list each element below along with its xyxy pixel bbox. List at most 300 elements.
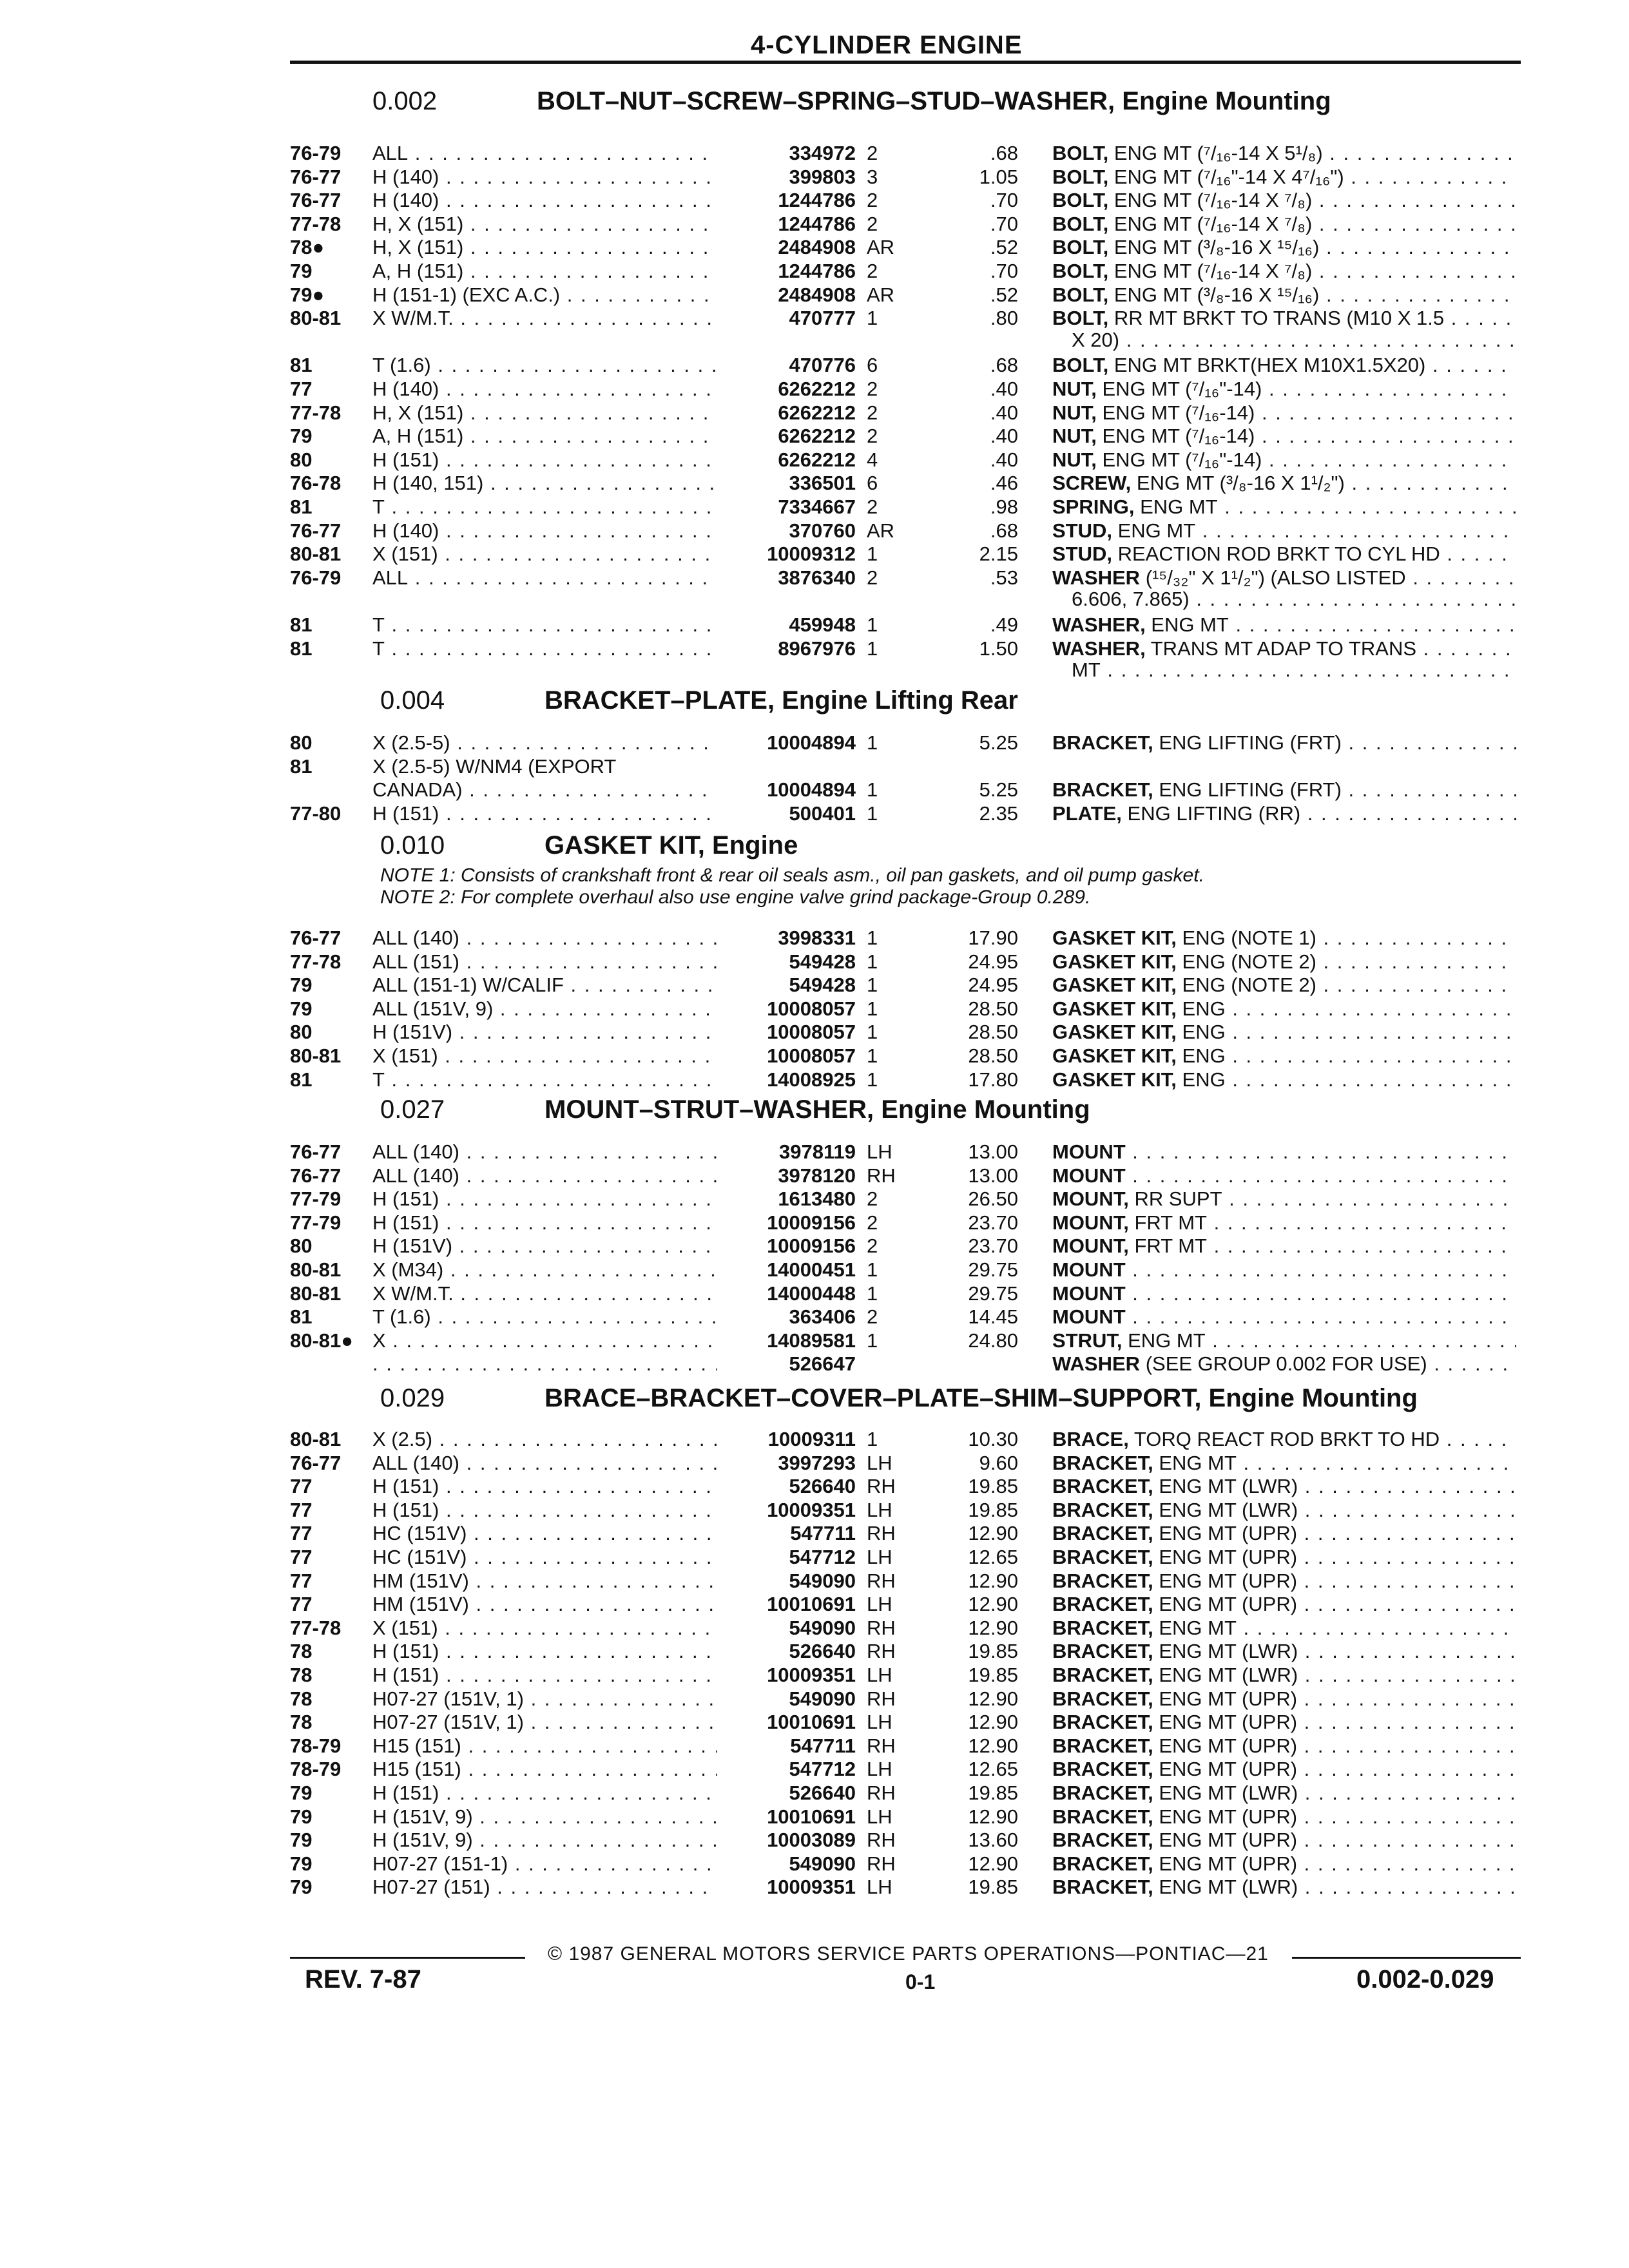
quantity: 1 (867, 1282, 878, 1305)
part-number: 549090 (789, 1852, 856, 1875)
description-keyword: BOLT, (1052, 354, 1109, 376)
part-number: 547712 (789, 1546, 856, 1568)
price: 13.00 (968, 1164, 1018, 1187)
quantity: RH (867, 1852, 896, 1875)
model-year: 79 (290, 997, 313, 1020)
quantity: 1 (867, 802, 878, 825)
part-number: 526640 (789, 1782, 856, 1804)
quantity: 6 (867, 354, 878, 376)
model-application: H07-27 (151V, 1) . . . (372, 1711, 717, 1734)
description-keyword: BOLT, (1052, 166, 1109, 188)
description-keyword: SCREW, (1052, 472, 1132, 494)
description-keyword: STUD, (1052, 543, 1112, 565)
model-application: X W/M.T. . . . (372, 1282, 717, 1305)
quantity: 2 (867, 142, 878, 164)
model-year: 81 (290, 1305, 313, 1328)
description-detail: ENG MT (LWR) (1153, 1475, 1298, 1497)
part-description (1052, 1617, 1516, 1640)
revision-label: REV. 7-87 (305, 1965, 421, 1994)
part-number: 2484908 (778, 284, 856, 306)
description-keyword: BRACKET, (1052, 778, 1153, 801)
part-number: 10009156 (767, 1211, 856, 1234)
part-number: 10010691 (767, 1711, 856, 1733)
part-description (1052, 519, 1516, 543)
model-year: 78 (290, 1687, 313, 1710)
description-detail: ENG (1176, 997, 1226, 1020)
price: 12.90 (968, 1570, 1018, 1592)
description-detail: ENG (NOTE 2) (1176, 974, 1316, 996)
part-number: 1244786 (778, 189, 856, 211)
description-keyword: BRACKET, (1052, 1687, 1153, 1710)
quantity: 1 (867, 731, 878, 754)
part-number: 6262212 (778, 448, 856, 471)
price: 13.00 (968, 1140, 1018, 1163)
description-keyword: BOLT, (1052, 213, 1109, 235)
description-keyword: BRACKET, (1052, 1758, 1153, 1780)
description-keyword: BRACE, (1052, 1428, 1129, 1450)
quantity: 1 (867, 1428, 878, 1450)
description-detail: ENG MT (LWR) (1153, 1640, 1298, 1662)
description-keyword: BOLT, (1052, 189, 1109, 211)
model-year: 79 (290, 425, 313, 447)
part-number: 10008057 (767, 1044, 856, 1067)
model-year: 80-81 (290, 1258, 342, 1281)
quantity: 1 (867, 1329, 878, 1352)
model-application: HC (151V) . . . (372, 1546, 717, 1569)
model-year: 77 (290, 1522, 313, 1544)
part-number: 549090 (789, 1570, 856, 1592)
quantity: 2 (867, 425, 878, 447)
model-application: H (151V) . . . (372, 1021, 717, 1044)
description-keyword: STRUT, (1052, 1329, 1123, 1352)
price: 12.90 (968, 1711, 1018, 1733)
quantity: 6 (867, 472, 878, 494)
quantity: RH (867, 1640, 896, 1662)
part-description (1052, 1758, 1516, 1781)
quantity: 1 (867, 950, 878, 973)
quantity: AR (867, 236, 895, 258)
quantity: LH (867, 1593, 892, 1615)
part-number: 14000451 (767, 1258, 856, 1281)
section-note: NOTE 1: Consists of crankshaft front & rear oil seals asm., oil pan gaskets, and oil pump gasket. (380, 865, 1204, 886)
price: 19.85 (968, 1664, 1018, 1686)
model-application: ALL (140) . . . (372, 1164, 717, 1187)
part-number: 470777 (789, 307, 856, 329)
model-application: H (140, 151) . . . (372, 472, 717, 495)
description-detail: ENG MT (UPR) (1153, 1711, 1298, 1733)
price: 12.90 (968, 1522, 1018, 1544)
price: 19.85 (968, 1499, 1018, 1521)
part-number: 6262212 (778, 378, 856, 400)
part-description (1052, 1452, 1516, 1475)
description-keyword: MOUNT, (1052, 1211, 1129, 1234)
part-number: 10009156 (767, 1235, 856, 1257)
quantity: RH (867, 1782, 896, 1804)
description-keyword: BOLT, (1052, 307, 1109, 329)
description-continuation: 6.606, 7.865) . . . (1072, 588, 1516, 611)
quantity: AR (867, 519, 895, 542)
description-detail: ENG MT (³/₈-16 X 1¹/₂") (1131, 472, 1345, 494)
model-application: ALL (140) . . . (372, 927, 717, 950)
part-description (1052, 142, 1516, 165)
group-number: 0.002 (372, 87, 438, 115)
part-description (1052, 731, 1516, 754)
quantity: LH (867, 1499, 892, 1521)
quantity: 4 (867, 448, 878, 471)
description-keyword: BOLT, (1052, 284, 1109, 306)
quantity: 2 (867, 260, 878, 282)
part-number: 1613480 (778, 1187, 856, 1210)
part-description (1052, 1021, 1516, 1044)
model-year: 76-77 (290, 1452, 342, 1474)
price: 19.85 (968, 1475, 1018, 1497)
part-description (1052, 543, 1516, 566)
description-continuation: MT . . . (1072, 658, 1516, 682)
model-application: H (140) . . . (372, 519, 717, 543)
model-application: HC (151V) . . . (372, 1522, 717, 1545)
description-detail: ENG MT (UPR) (1153, 1593, 1298, 1615)
model-year: 80 (290, 1235, 313, 1257)
description-detail: ENG LIFTING (RR) (1121, 802, 1301, 825)
description-detail: ENG MT (⁷/₁₆-14) (1096, 425, 1255, 447)
model-year: 77-79 (290, 1187, 342, 1210)
quantity: 2 (867, 1211, 878, 1234)
model-year: 76-77 (290, 519, 342, 542)
description-keyword: BRACKET, (1052, 1735, 1153, 1757)
part-description (1052, 1164, 1516, 1187)
part-description (1052, 1593, 1516, 1616)
model-application: H (151) . . . (372, 1782, 717, 1805)
description-detail: ENG MT (³/₈-16 X ¹⁵/₁₆) (1108, 284, 1320, 306)
model-application: H (140) . . . (372, 378, 717, 401)
part-number: 8967976 (778, 637, 856, 660)
model-application: H07-27 (151V, 1) . . . (372, 1687, 717, 1711)
description-keyword: MOUNT (1052, 1282, 1126, 1305)
price: 12.90 (968, 1852, 1018, 1875)
description-keyword: BRACKET, (1052, 1452, 1153, 1474)
part-description (1052, 974, 1516, 997)
part-description (1052, 472, 1516, 495)
model-year: 76-77 (290, 1140, 342, 1163)
model-application: X . . . (372, 1329, 717, 1352)
model-application: H (151) . . . (372, 1640, 717, 1663)
model-year: 78● (290, 236, 325, 258)
description-keyword: MOUNT (1052, 1164, 1126, 1187)
header-rule (290, 61, 1521, 64)
description-detail: ENG MT (UPR) (1153, 1546, 1298, 1568)
quantity: 1 (867, 927, 878, 949)
price: 1.05 (979, 166, 1018, 188)
part-number: 10008057 (767, 997, 856, 1020)
part-number: 7334667 (778, 495, 856, 518)
part-number: 10009351 (767, 1499, 856, 1521)
group-number: 0.004 (380, 686, 445, 715)
part-number: 526640 (789, 1475, 856, 1497)
model-year: 80-81● (290, 1329, 354, 1352)
part-description (1052, 613, 1516, 637)
part-description (1052, 1068, 1516, 1091)
part-description (1052, 1258, 1516, 1282)
model-year: 80-81 (290, 1282, 342, 1305)
part-description (1052, 1211, 1516, 1235)
quantity: RH (867, 1164, 896, 1187)
quantity: 1 (867, 613, 878, 636)
model-application: H (140) . . . (372, 189, 717, 212)
price: 14.45 (968, 1305, 1018, 1328)
part-description (1052, 778, 1516, 802)
price: 23.70 (968, 1235, 1018, 1257)
description-keyword: BRACKET, (1052, 1829, 1153, 1851)
price: 12.65 (968, 1546, 1018, 1568)
model-application: H, X (151) . . . (372, 401, 717, 425)
part-description (1052, 166, 1516, 189)
part-description (1052, 1852, 1516, 1876)
description-keyword: BRACKET, (1052, 1664, 1153, 1686)
description-detail: ENG MT (UPR) (1153, 1522, 1298, 1544)
description-keyword: BRACKET, (1052, 1852, 1153, 1875)
part-number: 547711 (790, 1522, 856, 1544)
description-keyword: NUT, (1052, 378, 1097, 400)
part-number: 549428 (789, 950, 856, 973)
part-number: 10008057 (767, 1021, 856, 1043)
description-detail: ENG MT (UPR) (1153, 1829, 1298, 1851)
footer-copyright: © 1987 GENERAL MOTORS SERVICE PARTS OPERATIONS—PONTIAC—21 (548, 1943, 1269, 1965)
price: .40 (990, 448, 1018, 471)
page-number: 0-1 (905, 1970, 936, 1994)
model-year: 81 (290, 495, 313, 518)
description-keyword: BRACKET, (1052, 1876, 1153, 1898)
part-description (1052, 378, 1516, 401)
quantity: 2 (867, 495, 878, 518)
price: 23.70 (968, 1211, 1018, 1234)
part-description (1052, 236, 1516, 259)
part-number: 547711 (790, 1735, 856, 1757)
description-detail: ENG (1176, 1044, 1226, 1067)
footer-rule-right (1292, 1957, 1521, 1959)
price: 12.90 (968, 1805, 1018, 1828)
price: 19.85 (968, 1876, 1018, 1898)
description-detail: ENG MT (⁷/₁₆"-14 X 4⁷/₁₆") (1108, 166, 1344, 188)
model-application: X W/M.T. . . . (372, 307, 717, 330)
model-application: H (151) . . . (372, 802, 717, 825)
price: .40 (990, 401, 1018, 424)
price: 12.90 (968, 1687, 1018, 1710)
model-year: 76-78 (290, 472, 342, 494)
part-description (1052, 425, 1516, 448)
part-description (1052, 802, 1516, 825)
part-number: 3998331 (778, 927, 856, 949)
quantity: LH (867, 1805, 892, 1828)
part-description (1052, 566, 1516, 590)
part-description (1052, 1735, 1516, 1758)
part-description (1052, 1546, 1516, 1569)
price: .52 (990, 236, 1018, 258)
model-year: 77-78 (290, 213, 342, 235)
model-application: H (151) . . . (372, 1664, 717, 1687)
description-keyword: MOUNT (1052, 1258, 1126, 1281)
model-application: H (151) . . . (372, 1187, 717, 1211)
part-number: 470776 (789, 354, 856, 376)
model-application: X (M34) . . . (372, 1258, 717, 1282)
model-year: 77 (290, 1499, 313, 1521)
part-number: 10010691 (767, 1805, 856, 1828)
price: 5.25 (979, 778, 1018, 801)
price: 12.90 (968, 1735, 1018, 1757)
price: 19.85 (968, 1782, 1018, 1804)
quantity: RH (867, 1570, 896, 1592)
quantity: RH (867, 1687, 896, 1710)
model-year: 77-80 (290, 802, 342, 825)
section-title: BRACE–BRACKET–COVER–PLATE–SHIM–SUPPORT, Engine Mounting (545, 1384, 1418, 1412)
section-heading (380, 686, 1018, 715)
part-number: 2484908 (778, 236, 856, 258)
quantity: LH (867, 1664, 892, 1686)
model-application: X (151) . . . (372, 1044, 717, 1068)
price: .40 (990, 425, 1018, 447)
price: .52 (990, 284, 1018, 306)
model-application: ALL (140) . . . (372, 1452, 717, 1475)
quantity: LH (867, 1711, 892, 1733)
price: 12.90 (968, 1617, 1018, 1639)
description-keyword: GASKET KIT, (1052, 1044, 1177, 1067)
description-detail: ENG (1176, 1068, 1226, 1091)
quantity: 2 (867, 1305, 878, 1328)
part-description (1052, 213, 1516, 236)
price: .70 (990, 260, 1018, 282)
model-application (372, 1352, 717, 1376)
price: 28.50 (968, 1044, 1018, 1067)
description-keyword: NUT, (1052, 448, 1097, 471)
model-application: A, H (151) . . . (372, 260, 717, 283)
description-keyword: BRACKET, (1052, 1499, 1153, 1521)
price: 17.80 (968, 1068, 1018, 1091)
part-description (1052, 307, 1516, 330)
part-description (1052, 1711, 1516, 1734)
description-keyword: GASKET KIT, (1052, 950, 1177, 973)
model-application: T . . . (372, 613, 717, 637)
model-year: 80 (290, 731, 313, 754)
model-year: 78 (290, 1640, 313, 1662)
description-detail: ENG MT (1145, 613, 1229, 636)
part-description (1052, 1187, 1516, 1211)
model-application: H (151-1) (EXC A.C.) . . . (372, 284, 717, 307)
description-keyword: SPRING, (1052, 495, 1135, 518)
page-title: 4-CYLINDER ENGINE (751, 31, 1023, 59)
group-number: 0.029 (380, 1384, 445, 1412)
part-number: 14089581 (767, 1329, 856, 1352)
model-application: HM (151V) . . . (372, 1593, 717, 1616)
model-application: T (1.6) . . . (372, 354, 717, 377)
price: 29.75 (968, 1282, 1018, 1305)
part-number: 3978119 (779, 1140, 856, 1163)
description-keyword: BRACKET, (1052, 731, 1153, 754)
quantity: LH (867, 1452, 892, 1474)
description-detail: ENG MT (UPR) (1153, 1805, 1298, 1828)
part-number: 3978120 (778, 1164, 856, 1187)
quantity: 2 (867, 189, 878, 211)
part-description (1052, 1140, 1516, 1164)
description-detail: ENG MT (LWR) (1153, 1664, 1298, 1686)
quantity: 1 (867, 1044, 878, 1067)
model-year: 79 (290, 1782, 313, 1804)
price: 2.15 (979, 543, 1018, 565)
part-description (1052, 1570, 1516, 1593)
part-description (1052, 1329, 1516, 1352)
price: .70 (990, 189, 1018, 211)
section-heading (372, 87, 1331, 116)
quantity: 3 (867, 166, 878, 188)
section-title: GASKET KIT, Engine (545, 831, 798, 860)
part-number: 547712 (789, 1758, 856, 1780)
part-description (1052, 1640, 1516, 1663)
description-keyword: BRACKET, (1052, 1805, 1153, 1828)
description-detail: FRT MT (1128, 1235, 1207, 1257)
price: 28.50 (968, 1021, 1018, 1043)
model-year: 79 (290, 1805, 313, 1828)
model-year: 81 (290, 755, 313, 778)
model-application: H15 (151) . . . (372, 1758, 717, 1781)
part-number: 10010691 (767, 1593, 856, 1615)
part-number: 549428 (789, 974, 856, 996)
part-number: 336501 (789, 472, 856, 494)
part-description (1052, 354, 1516, 377)
quantity: 1 (867, 637, 878, 660)
model-application: T (1.6) . . . (372, 1305, 717, 1329)
model-application: H07-27 (151) . . . (372, 1876, 717, 1899)
model-application: ALL (151V, 9) . . . (372, 997, 717, 1021)
part-number: 526647 (789, 1352, 856, 1375)
description-detail: ENG MT (LWR) (1153, 1499, 1298, 1521)
price: .68 (990, 354, 1018, 376)
model-application: H, X (151) . . . (372, 236, 717, 259)
part-description (1052, 1428, 1516, 1451)
description-detail: RR MT BRKT TO TRANS (M10 X 1.5 (1108, 307, 1445, 329)
part-description (1052, 1235, 1516, 1258)
description-keyword: BRACKET, (1052, 1593, 1153, 1615)
model-year: 80 (290, 1021, 313, 1043)
description-keyword: PLATE, (1052, 802, 1122, 825)
quantity: RH (867, 1829, 896, 1851)
model-application: T . . . (372, 637, 717, 660)
part-description (1052, 637, 1516, 660)
part-number: 334972 (789, 142, 856, 164)
description-detail: ENG MT (1112, 519, 1196, 542)
model-application: H (151) . . . (372, 1475, 717, 1498)
description-detail: ENG LIFTING (FRT) (1153, 731, 1342, 754)
part-number: 526640 (789, 1640, 856, 1662)
model-application: H (151) . . . (372, 1211, 717, 1235)
section-note: NOTE 2: For complete overhaul also use engine valve grind package-Group 0.289. (380, 887, 1091, 908)
description-detail: (¹⁵/₃₂" X 1¹/₂") (ALSO LISTED (1140, 566, 1406, 589)
description-keyword: GASKET KIT, (1052, 997, 1177, 1020)
model-year: 77-78 (290, 1617, 342, 1639)
description-keyword: WASHER (1052, 566, 1141, 589)
model-year: 80-81 (290, 543, 342, 565)
description-detail: ENG MT (UPR) (1153, 1570, 1298, 1592)
model-year: 78-79 (290, 1735, 342, 1757)
model-year: 76-77 (290, 166, 342, 188)
price: 26.50 (968, 1187, 1018, 1210)
part-description (1052, 1475, 1516, 1498)
description-keyword: MOUNT (1052, 1305, 1126, 1328)
quantity: 2 (867, 213, 878, 235)
model-year: 76-77 (290, 189, 342, 211)
model-year: 79● (290, 284, 325, 306)
quantity: 2 (867, 401, 878, 424)
price: 24.95 (968, 950, 1018, 973)
price: 12.65 (968, 1758, 1018, 1780)
quantity: 1 (867, 1068, 878, 1091)
